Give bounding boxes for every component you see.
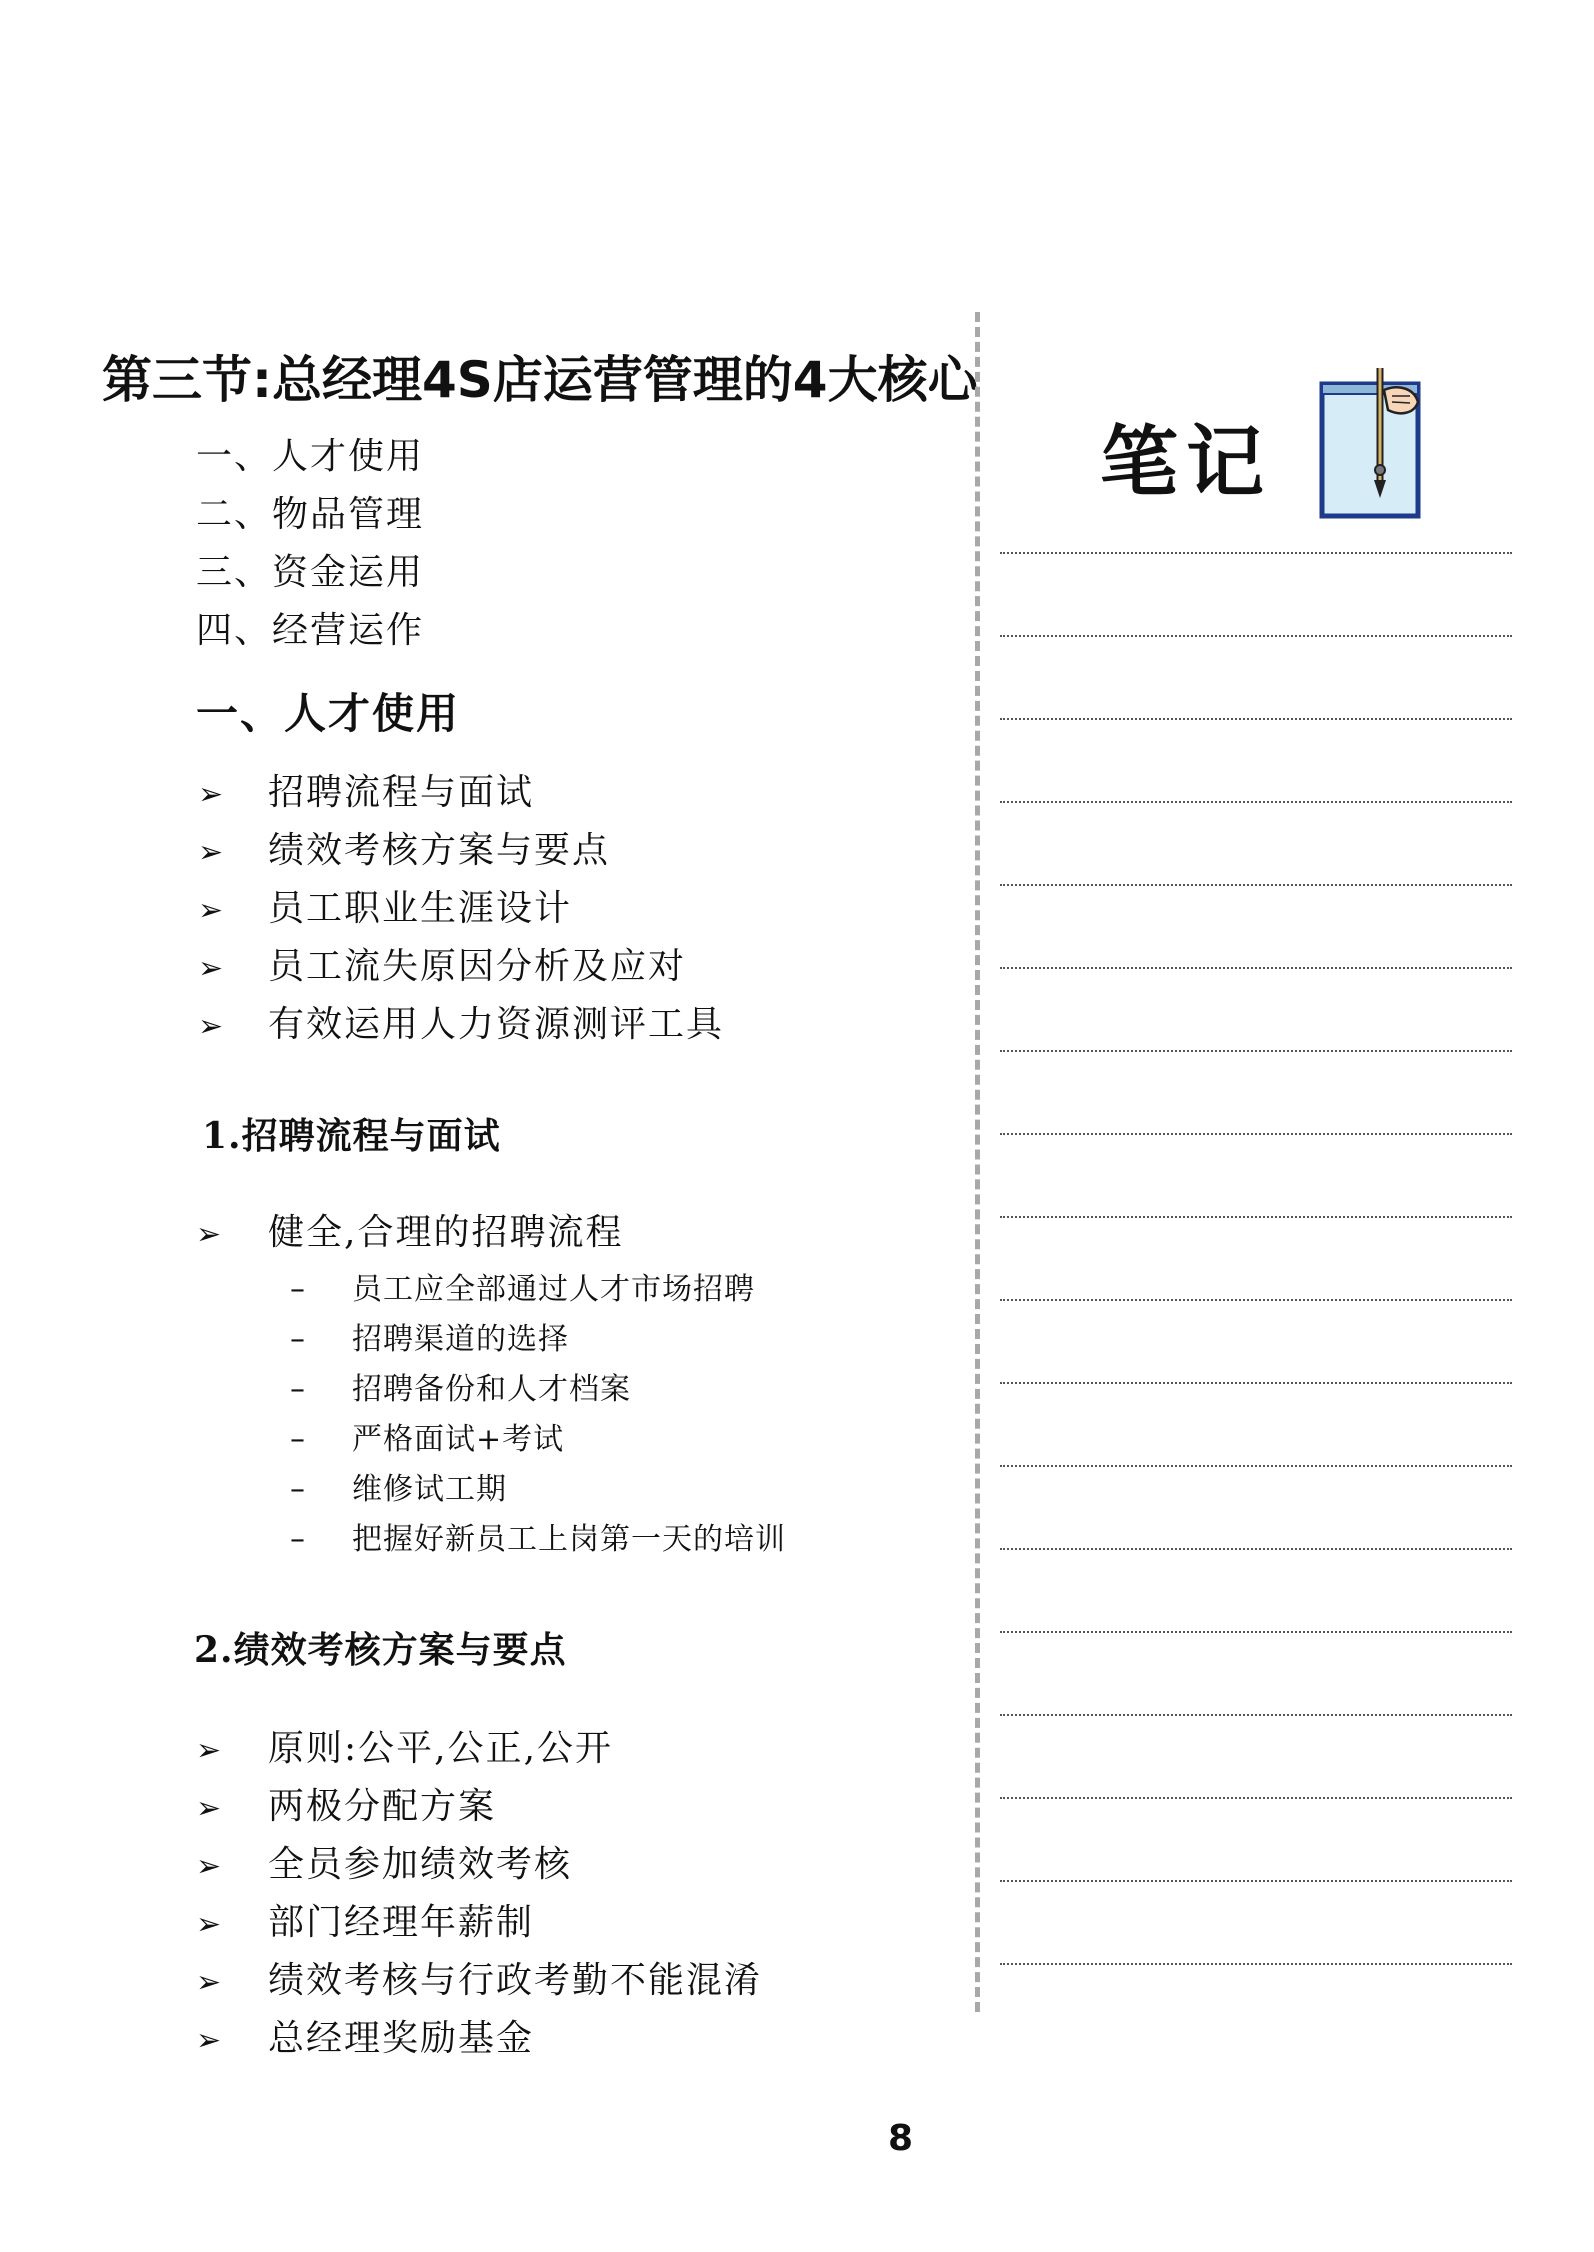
outline-item: 二、物品管理 <box>196 494 425 535</box>
bullet-text: 绩效考核与行政考勤不能混淆 <box>268 1960 763 2001</box>
arrow-bullet-icon: ➢ <box>196 1849 224 1884</box>
bullet-text: 员工流失原因分析及应对 <box>268 946 687 987</box>
column-divider <box>975 312 980 2012</box>
dash-item: – 招聘备份和人才档案 <box>290 1372 631 1407</box>
arrow-bullet-icon: ➢ <box>198 777 226 812</box>
notepad-pen-icon <box>1318 362 1438 522</box>
subsection-bullet <box>196 1720 613 1771</box>
arrow-bullet-icon: ➢ <box>196 1733 224 1768</box>
section-bullet <box>198 996 724 1047</box>
subsection-bullet <box>196 1778 496 1829</box>
note-line <box>1000 1963 1512 1965</box>
page-number: 8 <box>888 2118 914 2159</box>
bullet-text: 全员参加绩效考核 <box>268 1844 573 1885</box>
section-bullet <box>198 822 610 873</box>
dash-item: – 把握好新员工上岗第一天的培训 <box>290 1522 786 1557</box>
note-line <box>1000 967 1512 969</box>
note-line <box>1000 1797 1512 1799</box>
subsection-heading: 2.绩效考核方案与要点 <box>194 1629 567 1671</box>
note-line <box>1000 1050 1512 1052</box>
dash-item: – 招聘渠道的选择 <box>290 1322 569 1357</box>
note-line <box>1000 1548 1512 1550</box>
note-line <box>1000 1714 1512 1716</box>
note-line <box>1000 1631 1512 1633</box>
dash-item: – 维修试工期 <box>290 1472 507 1507</box>
section-bullet <box>198 880 572 931</box>
bullet-text: 两极分配方案 <box>268 1786 497 1827</box>
subsection-bullet <box>196 2010 534 2061</box>
page-title: 第三节:总经理4S店运营管理的4大核心 <box>102 351 978 409</box>
arrow-bullet-icon: ➢ <box>198 835 226 870</box>
bullet-text: 健全,合理的招聘流程 <box>268 1212 624 1253</box>
note-line <box>1000 718 1512 720</box>
bullet-text: 有效运用人力资源测评工具 <box>268 1004 725 1045</box>
arrow-bullet-icon: ➢ <box>196 1965 224 2000</box>
section-bullet <box>198 938 686 989</box>
note-line <box>1000 1299 1512 1301</box>
notes-title: 笔记 <box>1100 417 1273 508</box>
arrow-bullet-icon: ➢ <box>196 2023 224 2058</box>
bullet-text: 总经理奖励基金 <box>268 2018 535 2059</box>
bullet-text: 部门经理年薪制 <box>268 1902 535 1943</box>
arrow-bullet-icon: ➢ <box>196 1217 224 1252</box>
note-line <box>1000 635 1512 637</box>
note-line <box>1000 1216 1512 1218</box>
note-line <box>1000 884 1512 886</box>
bullet-text: 绩效考核方案与要点 <box>268 830 611 871</box>
note-line <box>1000 1382 1512 1384</box>
dash-item: – 员工应全部通过人才市场招聘 <box>290 1272 755 1307</box>
section-heading: 一、人才使用 <box>196 689 461 738</box>
dash-item: – 严格面试+考试 <box>290 1422 565 1457</box>
arrow-bullet-icon: ➢ <box>196 1791 224 1826</box>
subsection-heading: 1.招聘流程与面试 <box>202 1115 501 1157</box>
subsection-bullet <box>196 1894 534 1945</box>
outline-item: 一、人才使用 <box>196 436 425 477</box>
note-line <box>1000 1465 1512 1467</box>
arrow-bullet-icon: ➢ <box>198 951 226 986</box>
note-line <box>1000 801 1512 803</box>
subsection-bullet <box>196 1204 623 1255</box>
section-bullet <box>198 764 534 815</box>
outline-item: 四、经营运作 <box>196 610 425 651</box>
note-line <box>1000 1133 1512 1135</box>
subsection-bullet <box>196 1836 572 1887</box>
bullet-text: 原则:公平,公正,公开 <box>268 1728 614 1769</box>
outline-item: 三、资金运用 <box>196 552 425 593</box>
note-line <box>1000 1880 1512 1882</box>
bullet-text: 员工职业生涯设计 <box>268 888 573 929</box>
bullet-text: 招聘流程与面试 <box>268 772 535 813</box>
arrow-bullet-icon: ➢ <box>198 1009 226 1044</box>
subsection-bullet <box>196 1952 762 2003</box>
arrow-bullet-icon: ➢ <box>196 1907 224 1942</box>
note-line <box>1000 552 1512 554</box>
arrow-bullet-icon: ➢ <box>198 893 226 928</box>
